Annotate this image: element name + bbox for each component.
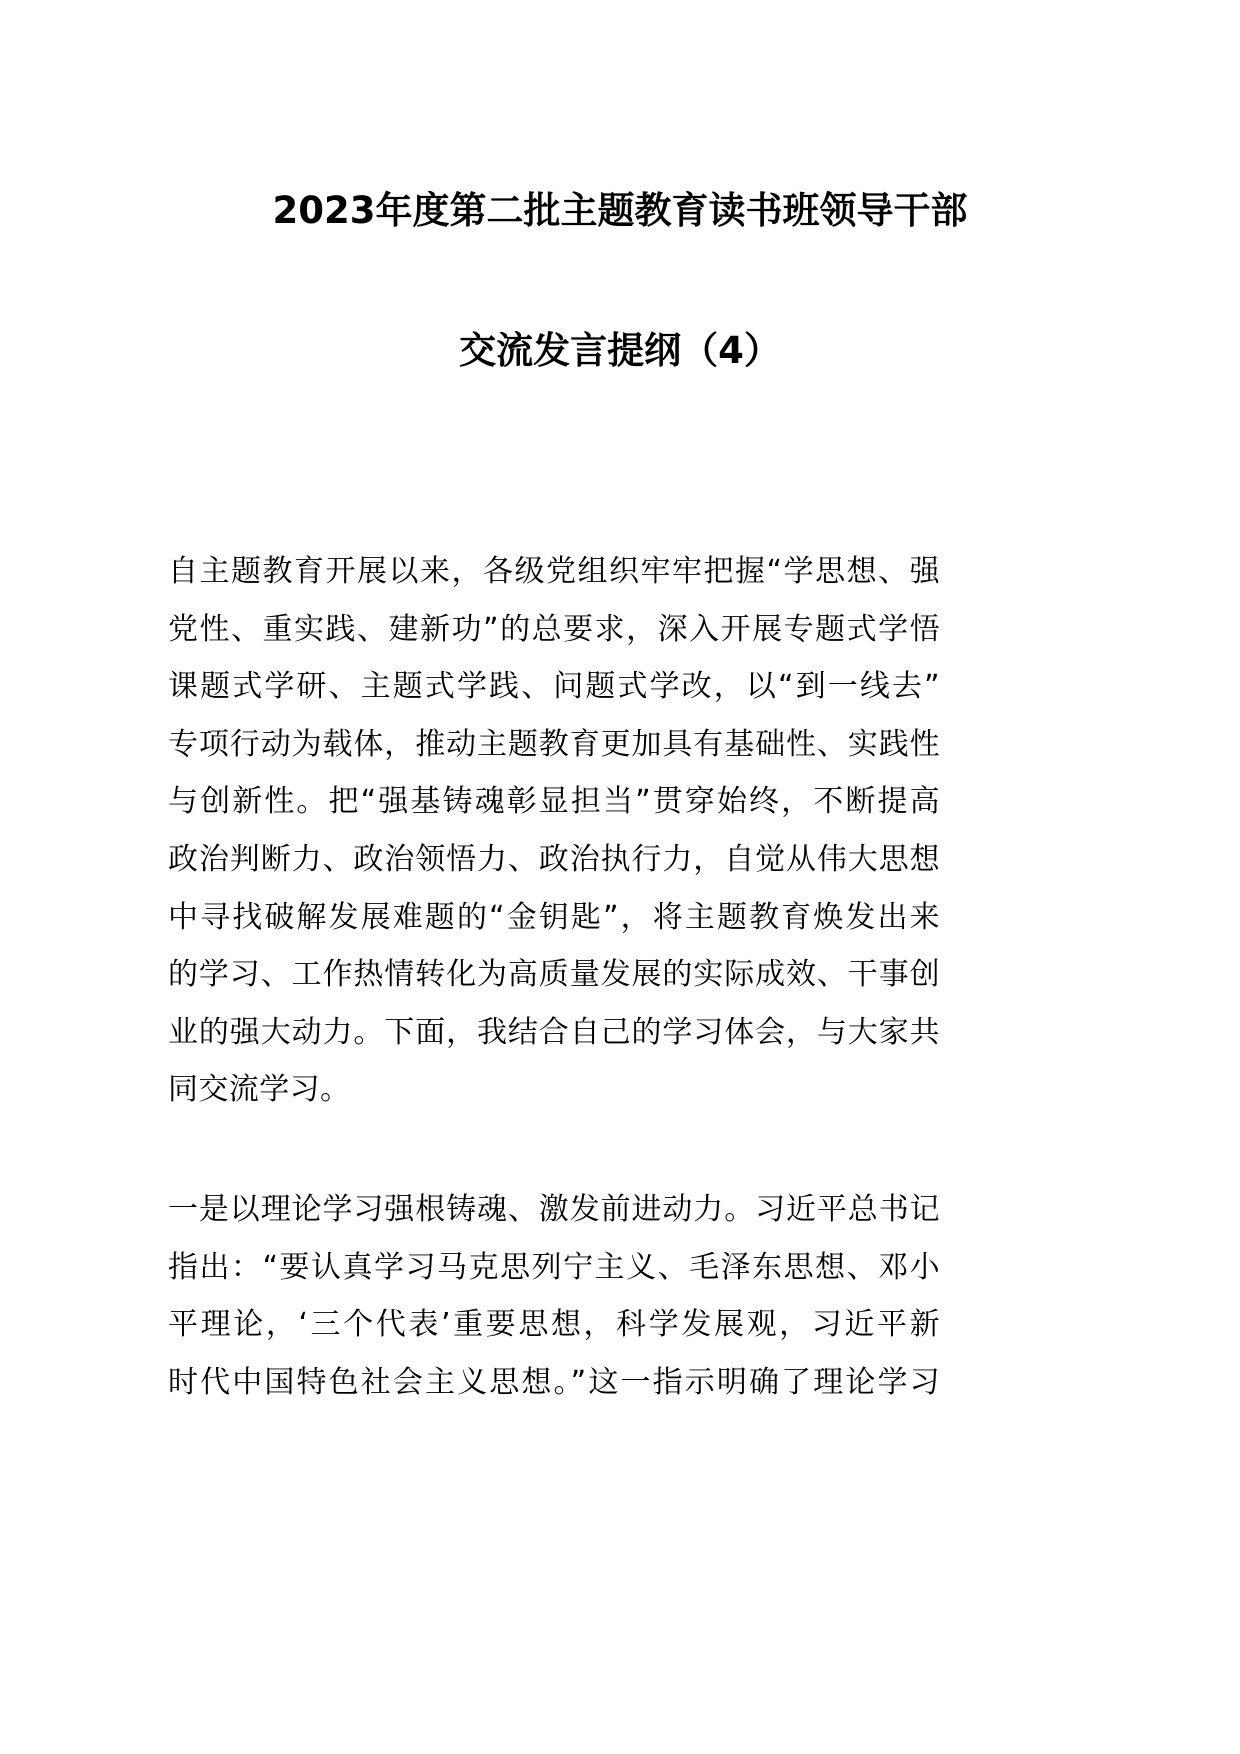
paragraph-line: 指出：“要认真学习马克思列宁主义、毛泽东思想、邓小 <box>168 1250 940 1285</box>
document-title-line-1: 2023年度第二批主题教育读书班领导干部 <box>272 189 968 232</box>
paragraph-line: 平理论，‘三个代表’重要思想，科学发展观，习近平新 <box>168 1307 940 1342</box>
paragraph-line: 一是以理论学习强根铸魂、激发前进动力。习近平总书记 <box>168 1192 940 1227</box>
paragraph-line: 的学习、工作热情转化为高质量发展的实际成效、干事创 <box>168 957 940 992</box>
document-title-line-2: 交流发言提纲（4） <box>459 329 781 372</box>
paragraph-line: 专项行动为载体，推动主题教育更加具有基础性、实践性 <box>168 727 940 762</box>
paragraph-line: 时代中国特色社会主义思想。”这一指示明确了理论学习 <box>168 1365 940 1400</box>
paragraph-line: 同交流学习。 <box>168 1072 351 1107</box>
paragraph-line: 政治判断力、政治领悟力、政治执行力，自觉从伟大思想 <box>168 842 940 877</box>
paragraph-line: 自主题教育开展以来，各级党组织牢牢把握“学思想、强 <box>168 554 940 589</box>
paragraph-line: 与创新性。把“强基铸魂彰显担当”贯穿始终，不断提高 <box>168 784 940 819</box>
paragraph-line: 课题式学研、主题式学践、问题式学改，以“到一线去” <box>168 669 940 704</box>
paragraph-line: 中寻找破解发展难题的“金钥匙”，将主题教育焕发出来 <box>168 900 940 935</box>
paragraph-line: 业的强大动力。下面，我结合自己的学习体会，与大家共 <box>168 1015 940 1050</box>
paragraph-line: 党性、重实践、建新功”的总要求，深入开展专题式学悟 <box>168 612 940 647</box>
